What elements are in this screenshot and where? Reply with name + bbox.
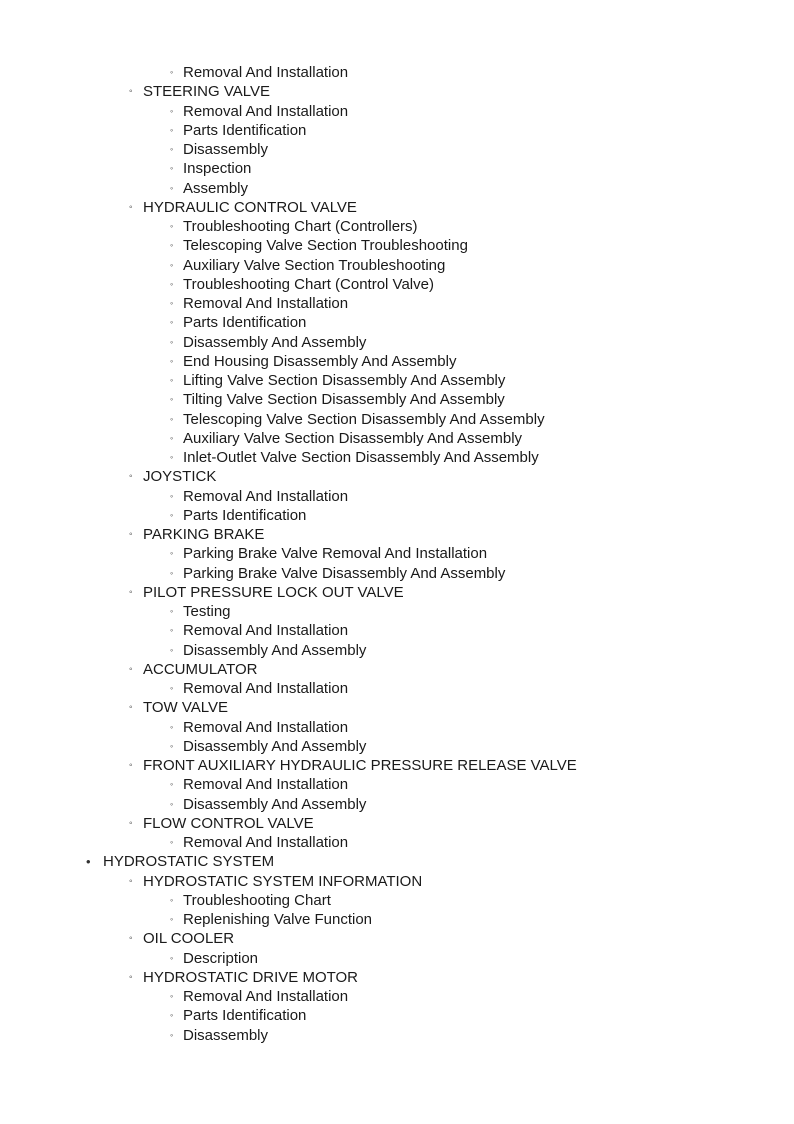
toc-label: HYDROSTATIC SYSTEM [103, 853, 275, 871]
bullet-icon: ◦ [129, 86, 133, 98]
toc-item [0, 217, 794, 236]
toc-label: Assembly [183, 179, 249, 197]
toc-label: FLOW CONTROL VALVE [143, 814, 314, 832]
toc-item [0, 179, 794, 198]
toc-item [0, 833, 794, 852]
toc-item [0, 506, 794, 525]
toc-item [0, 448, 794, 467]
bullet-icon: ◦ [129, 471, 133, 483]
toc-item [0, 564, 794, 583]
toc-label: Telescoping Valve Section Troubleshooting [183, 237, 468, 255]
toc-subsection [0, 756, 794, 775]
bullet-icon: ◦ [170, 259, 174, 270]
bullet-icon: ◦ [170, 625, 174, 636]
bullet-icon: ◦ [170, 914, 174, 924]
toc-label: Parts Identification [183, 506, 307, 524]
toc-subsection [0, 467, 794, 486]
toc-label: Disassembly [183, 141, 269, 158]
toc-subsection [0, 968, 794, 987]
toc-item [0, 891, 794, 910]
toc-label: OIL COOLER [143, 930, 235, 948]
bullet-icon: ◦ [129, 586, 133, 598]
toc-label: Disassembly And Assembly [183, 737, 367, 755]
toc-item [0, 159, 794, 178]
toc-subsection [0, 583, 794, 602]
toc-subsection [0, 82, 794, 101]
bullet-icon: ◦ [129, 663, 133, 675]
toc-label: Disassembly And Assembly [183, 333, 367, 351]
bullet-icon: ◦ [170, 606, 174, 616]
toc-label: Parts Identification [183, 314, 307, 332]
toc-item [0, 602, 794, 621]
toc-item [0, 410, 794, 429]
bullet-icon: ◦ [129, 529, 133, 540]
bullet-icon: ◦ [170, 355, 174, 366]
toc-item [0, 621, 794, 640]
toc-label: Removal And Installation [183, 718, 349, 736]
toc-label: JOYSTICK [143, 468, 217, 486]
bullet-icon: ◦ [170, 221, 174, 231]
toc-label: End Housing Disassembly And Assembly [183, 352, 457, 370]
bullet-icon: ◦ [170, 298, 174, 308]
bullet-icon: ◦ [170, 991, 174, 1001]
toc-label: Description [183, 949, 259, 967]
toc-item [0, 679, 794, 698]
bullet-icon: ◦ [170, 182, 174, 193]
bullet-icon: ◦ [170, 144, 174, 154]
toc-label: Disassembly And Assembly [183, 641, 367, 659]
bullet-icon: ◦ [170, 375, 174, 385]
bullet-icon: ◦ [170, 452, 174, 462]
toc-label: Removal And Installation [183, 102, 349, 120]
bullet-icon: ◦ [170, 240, 174, 251]
toc-label: Parking Brake Valve Disassembly And Assembly [183, 564, 506, 582]
bullet-icon: ◦ [170, 798, 174, 809]
toc-item [0, 544, 794, 563]
toc-item [0, 775, 794, 794]
toc-label: Removal And Installation [183, 834, 349, 851]
toc-item [0, 275, 794, 294]
toc-label: Disassembly And Assembly [183, 795, 367, 813]
toc-item [0, 102, 794, 121]
toc-section [0, 852, 794, 871]
toc-item [0, 737, 794, 756]
toc-subsection [0, 814, 794, 833]
bullet-icon: ◦ [170, 1029, 174, 1040]
bullet-icon: ◦ [129, 933, 133, 945]
toc-label: Tilting Valve Section Disassembly And Assembly [183, 391, 505, 409]
bullet-icon: ◦ [170, 432, 174, 443]
toc-item [0, 795, 794, 814]
bullet-icon: ◦ [170, 548, 174, 559]
toc-item [0, 910, 794, 929]
bullet-icon: ◦ [170, 163, 174, 174]
toc-label: FRONT AUXILIARY HYDRAULIC PRESSURE RELEASE VALVE [143, 757, 577, 774]
toc-item [0, 718, 794, 737]
toc-label: TOW VALVE [143, 699, 229, 717]
toc-label: Removal And Installation [183, 64, 349, 81]
bullet-icon: ◦ [170, 509, 174, 520]
toc-label: Removal And Installation [183, 295, 349, 312]
toc-item [0, 294, 794, 313]
toc-label: Replenishing Valve Function [183, 911, 373, 928]
bullet-icon: ◦ [170, 779, 174, 790]
toc-label: HYDRAULIC CONTROL VALVE [143, 198, 357, 216]
toc-subsection [0, 929, 794, 948]
toc-label: STEERING VALVE [143, 83, 270, 101]
bullet-icon: ◦ [129, 702, 133, 714]
bullet-icon: ◦ [170, 394, 174, 405]
toc-label: Parts Identification [183, 1007, 307, 1025]
toc-label: Removal And Installation [183, 487, 349, 505]
bullet-icon: ◦ [170, 317, 174, 328]
toc-item [0, 487, 794, 506]
toc-subsection [0, 698, 794, 717]
toc-subsection [0, 525, 794, 544]
toc-item [0, 429, 794, 448]
toc-item [0, 987, 794, 1006]
toc-item [0, 236, 794, 255]
toc-label: Telescoping Valve Section Disassembly And Assembly [183, 410, 545, 428]
bullet-icon: ◦ [170, 837, 174, 847]
toc-label: Removal And Installation [183, 776, 349, 794]
toc-item [0, 1006, 794, 1025]
toc-label: Auxiliary Valve Section Disassembly And Assembly [183, 429, 523, 447]
toc-label: Troubleshooting Chart (Control Valve) [183, 275, 434, 293]
toc-subsection [0, 660, 794, 679]
toc-item [0, 641, 794, 660]
bullet-icon: ◦ [170, 721, 174, 732]
bullet-icon: • [86, 854, 91, 870]
bullet-icon: ◦ [170, 740, 174, 751]
toc-label: ACCUMULATOR [143, 660, 258, 678]
toc-label: PARKING BRAKE [143, 526, 265, 543]
toc-label: Parking Brake Valve Removal And Installation [183, 545, 488, 563]
bullet-icon: ◦ [170, 105, 174, 116]
bullet-icon: ◦ [170, 278, 174, 289]
bullet-icon: ◦ [170, 567, 174, 578]
toc-item [0, 352, 794, 371]
toc-label: Troubleshooting Chart (Controllers) [183, 218, 418, 235]
toc-label: Parts Identification [183, 121, 307, 139]
toc-label: HYDROSTATIC SYSTEM INFORMATION [143, 872, 423, 890]
toc-item [0, 256, 794, 275]
toc-item [0, 949, 794, 968]
toc-label: Disassembly [183, 1026, 269, 1044]
toc-label: PILOT PRESSURE LOCK OUT VALVE [143, 583, 404, 601]
toc-label: Testing [183, 603, 231, 620]
toc-item [0, 390, 794, 409]
bullet-icon: ◦ [170, 124, 174, 135]
bullet-icon: ◦ [170, 413, 174, 424]
bullet-icon: ◦ [170, 683, 174, 693]
toc-item [0, 1026, 794, 1045]
bullet-icon: ◦ [129, 971, 133, 983]
bullet-icon: ◦ [129, 201, 133, 213]
toc-label: Lifting Valve Section Disassembly And Assembly [183, 372, 506, 389]
toc-label: Inspection [183, 160, 252, 178]
toc-label: Troubleshooting Chart [183, 891, 331, 909]
bullet-icon: ◦ [170, 67, 174, 77]
bullet-icon: ◦ [170, 644, 174, 655]
toc-label: Auxiliary Valve Section Troubleshooting [183, 256, 446, 274]
bullet-icon: ◦ [170, 490, 174, 501]
bullet-icon: ◦ [170, 952, 174, 963]
toc-item [0, 313, 794, 332]
toc-label: Removal And Installation [183, 622, 349, 640]
bullet-icon: ◦ [129, 875, 133, 887]
toc-label: Inlet-Outlet Valve Section Disassembly And Assembly [183, 449, 539, 466]
toc-label: HYDROSTATIC DRIVE MOTOR [143, 968, 359, 986]
toc-item [0, 63, 794, 82]
toc-label: Removal And Installation [183, 988, 349, 1005]
bullet-icon: ◦ [170, 894, 174, 905]
table-of-contents [0, 63, 794, 1045]
toc-subsection [0, 198, 794, 217]
toc-label: Removal And Installation [183, 680, 349, 697]
toc-item [0, 333, 794, 352]
toc-item [0, 140, 794, 159]
toc-subsection [0, 872, 794, 891]
bullet-icon: ◦ [170, 1010, 174, 1021]
toc-item [0, 371, 794, 390]
bullet-icon: ◦ [129, 817, 133, 829]
bullet-icon: ◦ [170, 336, 174, 347]
toc-item [0, 121, 794, 140]
bullet-icon: ◦ [129, 760, 133, 771]
